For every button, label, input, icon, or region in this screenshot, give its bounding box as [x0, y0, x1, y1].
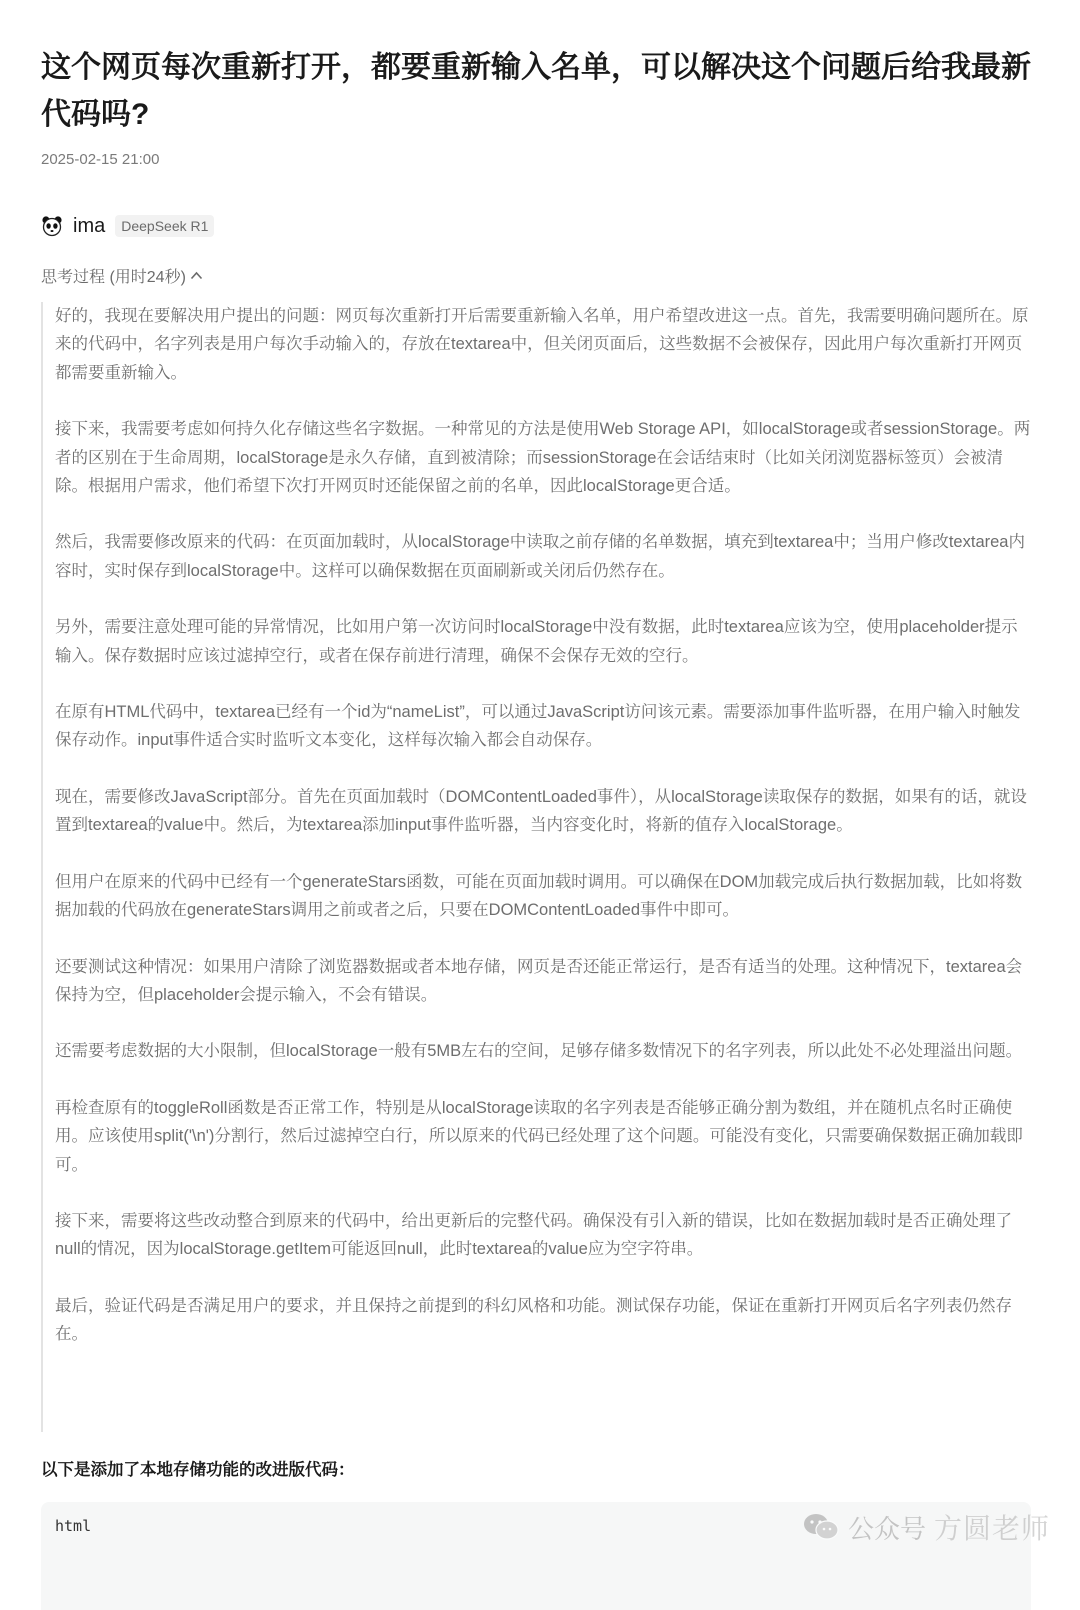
- thinking-paragraph: 接下来，需要将这些改动整合到原来的代码中，给出更新后的完整代码。确保没有引入新的错误，比如在数据加载时是否正确处理了null的情况，因为localStorage.getItem可能返回null，此时textarea的value应为空字符串。: [55, 1211, 1012, 1259]
- thinking-toggle-label: 思考过程 (用时24秒): [41, 269, 186, 286]
- author-row: [41, 213, 214, 239]
- thinking-paragraph: 最后，验证代码是否满足用户的要求，并且保持之前提到的科幻风格和功能。测试保存功能，保证在重新打开网页后名字列表仍然存在。: [55, 1296, 1012, 1344]
- thinking-paragraph: 但用户在原来的代码中已经有一个generateStars函数，可能在页面加载时调用。可以确保在DOM加载完成后执行数据加载，比如将数据加载的代码放在generateStars调用之前或者之后，只要在DOMContentLoaded事件中即可。: [55, 872, 1023, 920]
- thinking-paragraph: 接下来，我需要考虑如何持久化存储这些名字数据。一种常见的方法是使用Web Storage API，如localStorage或者sessionStorage。两者的区别在于生命周期，localStorage是永久存储，直到被清除；而sessionStorage在会话结束时（比如关闭浏览器标签页）会被清除。根据用户需求，他们希望下次打开网页时还能保留之前的名单，因此localStorage更合适。: [55, 420, 1031, 496]
- code-language-label: html: [55, 1517, 92, 1535]
- watermark-prefix: 公众号: [847, 1513, 926, 1544]
- thinking-toggle[interactable]: [41, 264, 203, 287]
- thinking-paragraph: 还需要考虑数据的大小限制，但localStorage一般有5MB左右的空间，足够存储多数情况下的名字列表，所以此处不必处理溢出问题。: [55, 1042, 1023, 1061]
- thinking-paragraph: 还要测试这种情况：如果用户清除了浏览器数据或者本地存储，网页是否还能正常运行，是否有适当的处理。这种情况下，textarea会保持为空，但placeholder会提示输入，不会有错误。: [55, 957, 1023, 1004]
- watermark-account: 方圆老师: [933, 1513, 1050, 1544]
- watermark: [802, 1502, 1050, 1552]
- thinking-paragraph: 好的，我现在要解决用户提出的问题：网页每次重新打开后需要重新输入名单，用户希望改进这一点。首先，我需要明确问题所在。原来的代码中，名字列表是用户每次手动输入的，存放在textarea中，但关闭页面后，这些数据不会被保存，因此用户每次重新打开网页都需要重新输入。: [55, 307, 1029, 382]
- wechat-icon: [802, 1512, 840, 1542]
- author-name: ima: [73, 214, 106, 237]
- model-badge: DeepSeek R1: [115, 215, 214, 237]
- thinking-paragraph: 现在，需要修改JavaScript部分。首先在页面加载时（DOMContentLoaded事件），从localStorage读取保存的数据，如果有的话，就设置到textarea的value中。然后，为textarea添加input事件监听器，当内容变化时，将新的值存入localStorage。: [55, 787, 1027, 835]
- panda-avatar-icon: [41, 215, 63, 237]
- question-title: 这个网页每次重新打开，都要重新输入名单，可以解决这个问题后给我最新代码吗?: [41, 51, 1031, 131]
- thinking-paragraph: 然后，我需要修改原来的代码：在页面加载时，从localStorage中读取之前存储的名单数据，填充到textarea中；当用户修改textarea内容时，实时保存到localStorage中。这样可以确保数据在页面刷新或关闭后仍然存在。: [55, 533, 1025, 580]
- question-timestamp: 2025-02-15 21:00: [41, 151, 160, 168]
- thinking-paragraph: 另外，需要注意处理可能的异常情况，比如用户第一次访问时localStorage中没有数据，此时textarea应该为空，使用placeholder提示输入。保存数据时应该过滤掉空行，或者在保存前进行清理，确保不会保存无效的空行。: [55, 618, 1018, 665]
- answer-intro: 以下是添加了本地存储功能的改进版代码：: [41, 1461, 355, 1479]
- thinking-paragraph: 在原有HTML代码中，textarea已经有一个id为“nameList”，可以通过JavaScript访问该元素。需要添加事件监听器，在用户输入时触发保存动作。input事件适合实时监听文本变化，这样每次输入都会自动保存。: [55, 703, 1021, 750]
- chevron-up-icon: [190, 268, 203, 283]
- thinking-content: [41, 302, 1031, 1432]
- thinking-paragraph: 再检查原有的toggleRoll函数是否正常工作，特别是从localStorage读取的名字列表是否能够正确分割为数组，并在随机点名时正确使用。应该使用split('\n')分割行，然后过滤掉空白行，所以原来的代码已经处理了这个问题。可能没有变化，只需要确保数据正确加载即可。: [55, 1098, 1023, 1174]
